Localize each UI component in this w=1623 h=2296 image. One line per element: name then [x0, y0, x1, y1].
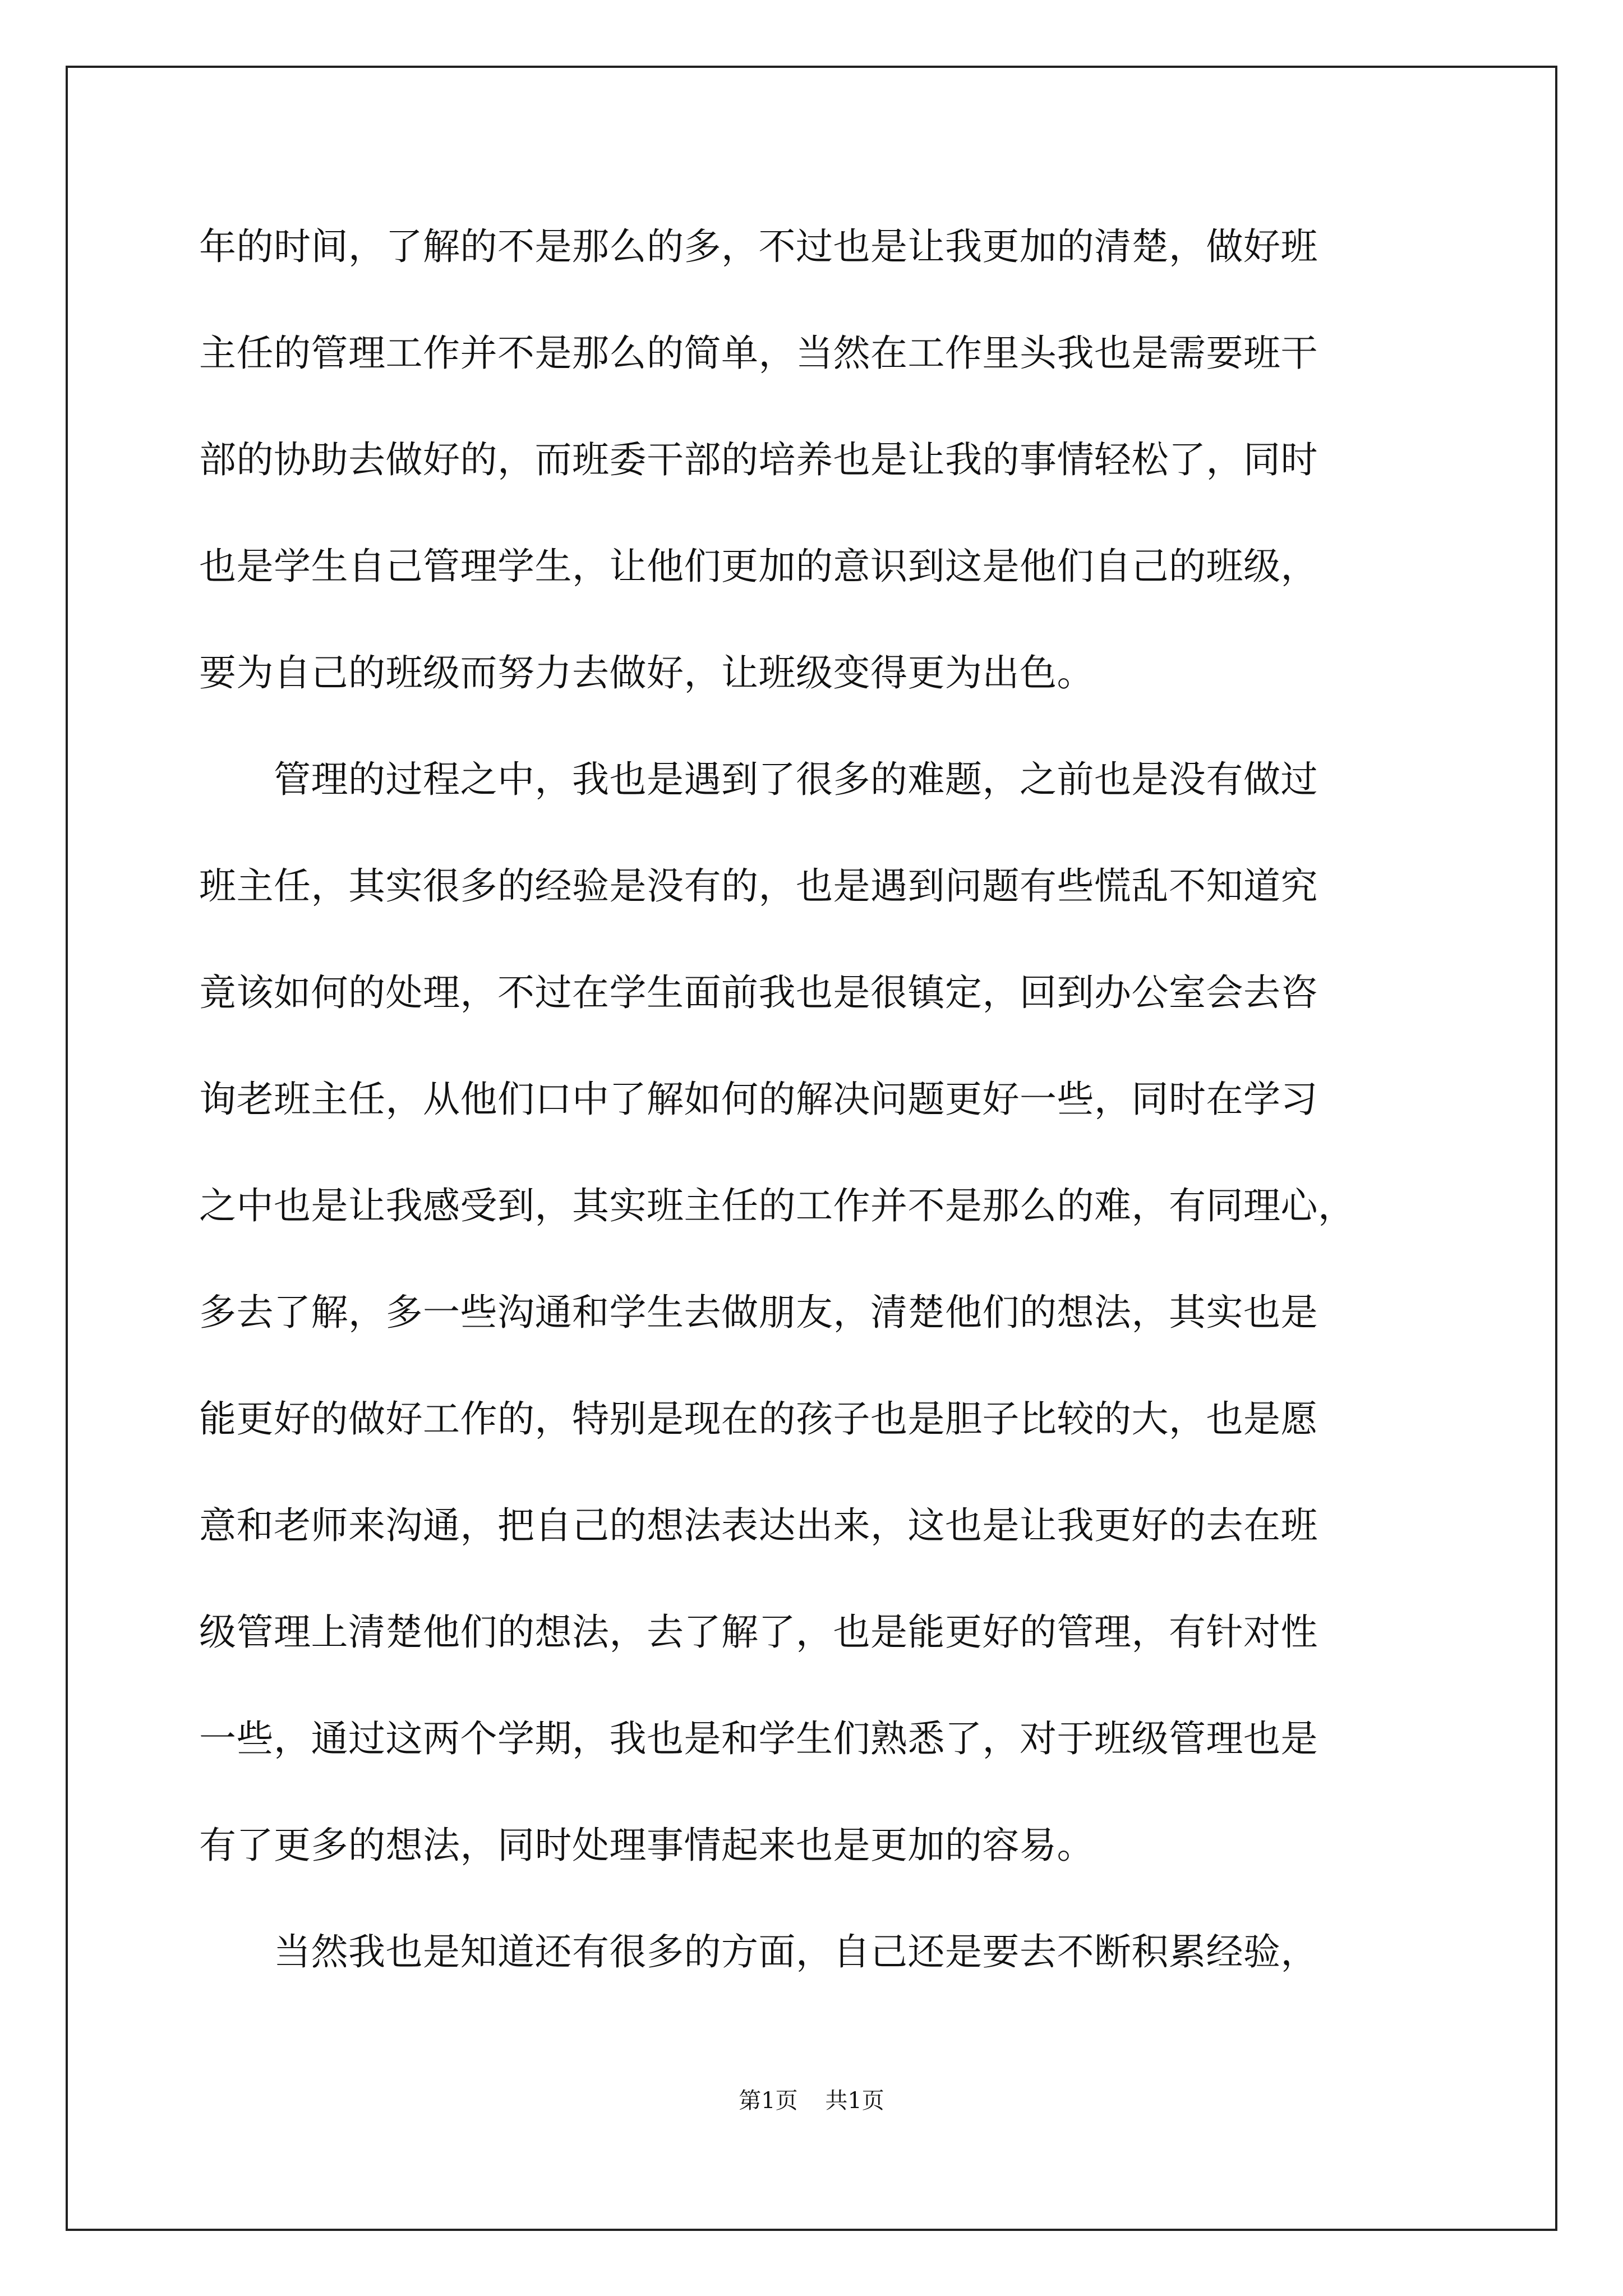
- body-line-13: 意和老师来沟通，把自己的想法表达出来，这也是让我更好的去在班: [199, 1504, 1318, 1547]
- body-line-14: 级管理上清楚他们的想法，去了解了，也是能更好的管理，有针对性: [199, 1611, 1318, 1654]
- body-line-3: 部的协助去做好的，而班委干部的培养也是让我的事情轻松了，同时: [199, 438, 1318, 481]
- page-border: [66, 66, 1557, 2231]
- page-footer: [0, 2087, 1623, 2115]
- body-line-5: 要为自己的班级而努力去做好，让班级变得更为出色。: [199, 651, 1094, 694]
- page-number: 第1页: [739, 2088, 798, 2114]
- body-line-10: 之中也是让我感受到，其实班主任的工作并不是那么的难，有同理心，: [199, 1184, 1355, 1227]
- body-line-2: 主任的管理工作并不是那么的简单，当然在工作里头我也是需要班干: [199, 332, 1318, 375]
- body-line-15: 一些，通过这两个学期，我也是和学生们熟悉了，对于班级管理也是: [199, 1717, 1318, 1760]
- body-line-12: 能更好的做好工作的，特别是现在的孩子也是胆子比较的大，也是愿: [199, 1397, 1318, 1441]
- body-line-4: 也是学生自己管理学生，让他们更加的意识到这是他们自己的班级，: [199, 545, 1318, 588]
- body-line-16: 有了更多的想法，同时处理事情起来也是更加的容易。: [199, 1824, 1094, 1867]
- page-total: 共1页: [825, 2088, 884, 2114]
- body-line-8: 竟该如何的处理，不过在学生面前我也是很镇定，回到办公室会去咨: [199, 971, 1318, 1014]
- body-line-6: 管理的过程之中，我也是遇到了很多的难题，之前也是没有做过: [199, 758, 1318, 801]
- body-line-9: 询老班主任，从他们口中了解如何的解决问题更好一些，同时在学习: [199, 1078, 1318, 1121]
- body-line-1: 年的时间，了解的不是那么的多，不过也是让我更加的清楚，做好班: [199, 225, 1318, 268]
- body-line-7: 班主任，其实很多的经验是没有的，也是遇到问题有些慌乱不知道究: [199, 864, 1318, 908]
- body-line-11: 多去了解，多一些沟通和学生去做朋友，清楚他们的想法，其实也是: [199, 1291, 1318, 1334]
- body-line-17: 当然我也是知道还有很多的方面，自己还是要去不断积累经验，: [199, 1930, 1318, 1973]
